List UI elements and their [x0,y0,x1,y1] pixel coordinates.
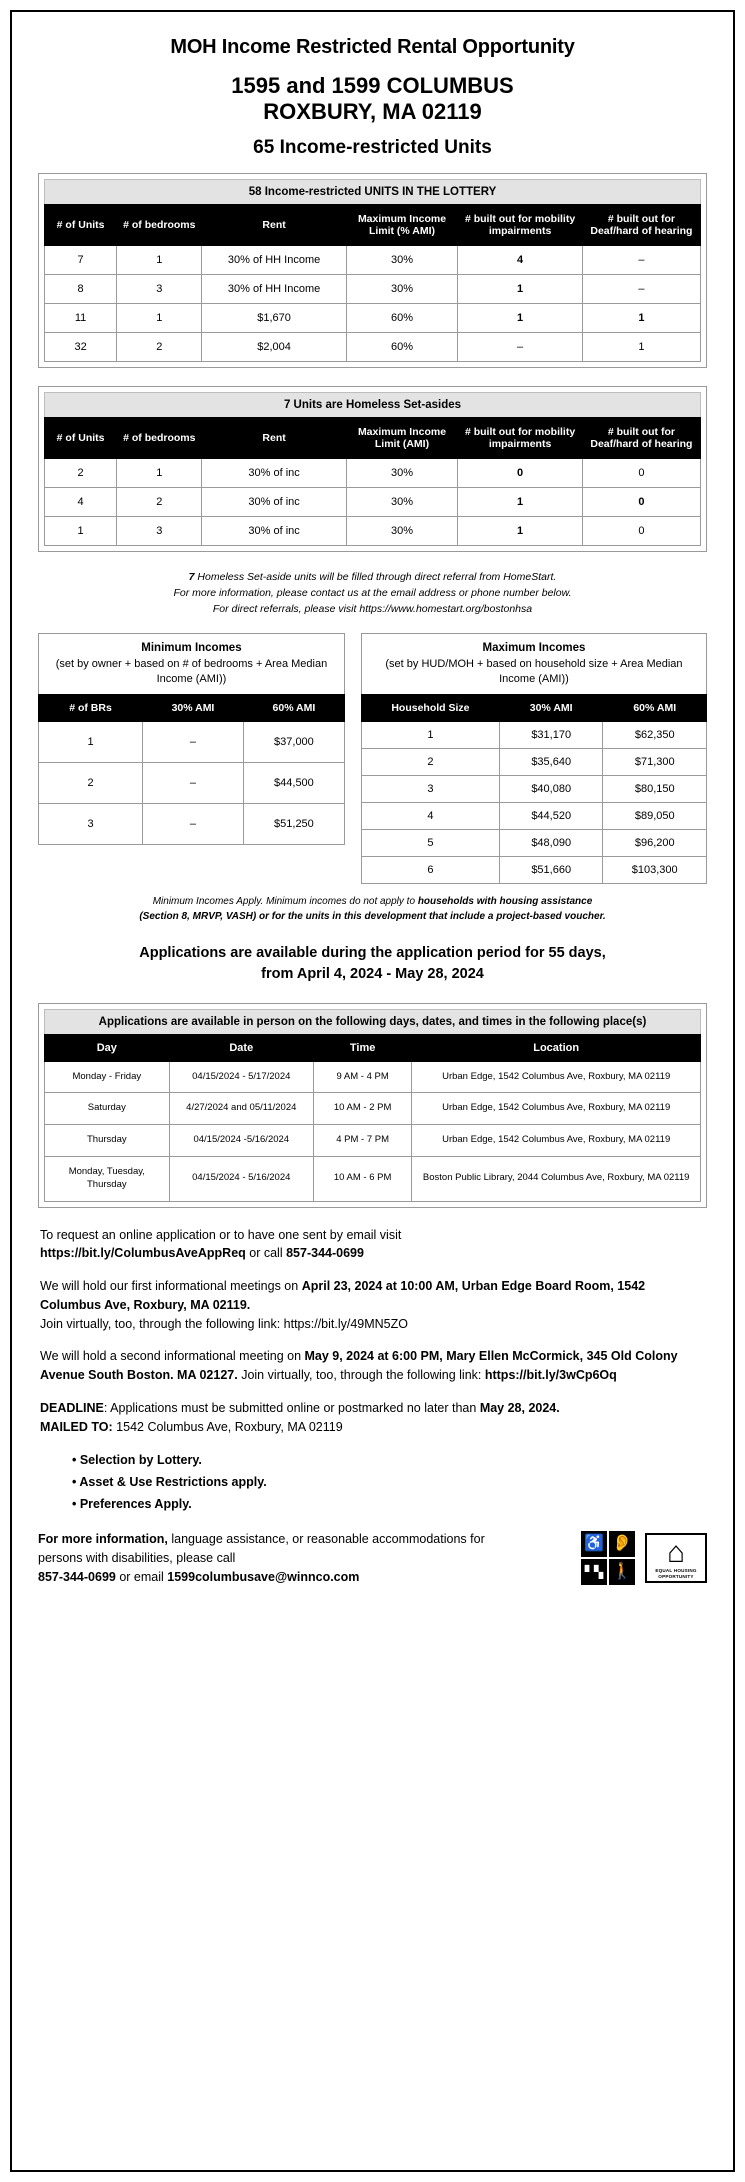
cell-30ami: $40,080 [499,775,603,802]
application-period [38,943,707,985]
eho-label: EQUAL HOUSING OPPORTUNITY [655,1567,697,1579]
application-period-line1: Applications are available during the application period for 55 days, [139,944,606,961]
cell-time: 9 AM - 4 PM [313,1061,411,1093]
cell-max-income: 60% [346,333,458,362]
cell-units: 8 [45,275,117,304]
cell-household-size: 5 [361,829,499,856]
table-row [361,856,706,883]
cell-day: Saturday [45,1093,170,1125]
cell-units: 7 [45,246,117,275]
max-incomes-subtitle: (set by HUD/MOH + based on household size + Area Median Income (AMI)) [385,657,683,685]
table-row [39,762,345,803]
footer-bold-lead: For more information, [38,1532,168,1547]
cell-household-size: 4 [361,802,499,829]
col-30ami: 30% AMI [143,694,244,721]
cell-60ami: $96,200 [603,829,707,856]
units-headline: 65 Income-restricted Units [253,136,492,158]
min-note-bold2: (Section 8, MRVP, VASH) or for the units in this development that include a project-based voucher. [139,911,606,923]
cell-30ami: $44,520 [499,802,603,829]
cell-day: Monday, Tuesday, Thursday [45,1157,170,1202]
cell-mobility: 1 [458,275,583,304]
cell-60ami: $37,000 [243,721,344,762]
table-row [45,1093,701,1125]
mailed-to-address: 1542 Columbus Ave, Roxbury, MA 02119 [112,1419,343,1434]
footer [38,1530,707,1586]
cell-bedrooms: 3 [117,275,202,304]
max-incomes-header [361,633,707,693]
homeless-note-count: 7 [188,571,195,584]
col-rent: Rent [202,204,346,245]
cell-brs: 1 [39,721,143,762]
second-meeting-details: May 9, 2024 at 6:00 PM, Mary Ellen McCormick, 345 Old Colony Avenue South Boston. MA 02127. [40,1349,678,1383]
hearing-assist-icon: 👂 [609,1531,635,1557]
cell-household-size: 3 [361,775,499,802]
footer-text-1: language assistance, or reasonable accommodations for persons with disabilities, please call [38,1532,485,1565]
table-row [45,304,701,333]
table-row [39,721,345,762]
cell-max-income: 60% [346,304,458,333]
eho-box [645,1533,707,1583]
second-meeting-mid: Join virtually, too, through the following link: [237,1368,485,1383]
cell-60ami: $44,500 [243,762,344,803]
first-meeting-link-line: Join virtually, too, through the following link: https://bit.ly/49MN5ZO [40,1316,408,1331]
cell-household-size: 2 [361,748,499,775]
cell-date: 04/15/2024 - 5/16/2024 [169,1157,313,1202]
cell-household-size: 1 [361,721,499,748]
table-header-row [45,418,701,459]
schedule-caption: Applications are available in person on the following days, dates, and times in the following place(s) [44,1009,701,1034]
cell-60ami: $89,050 [603,802,707,829]
accessible-person-icon: 🚶 [609,1559,635,1585]
cell-time: 10 AM - 6 PM [313,1157,411,1202]
cell-bedrooms: 3 [117,517,202,546]
cell-mobility: – [458,333,583,362]
min-incomes-header [38,633,345,693]
cell-location: Urban Edge, 1542 Columbus Ave, Roxbury, MA 02119 [412,1125,701,1157]
table-row [39,803,345,844]
bullet-list [72,1450,707,1516]
page-title: MOH Income Restricted Rental Opportunity [170,36,575,58]
cell-brs: 3 [39,803,143,844]
cell-60ami: $71,300 [603,748,707,775]
first-meeting-paragraph [40,1277,705,1333]
cell-60ami: $80,150 [603,775,707,802]
footer-icon-group [581,1531,707,1585]
homeless-table-box [38,386,707,552]
col-day: Day [45,1034,170,1061]
table-row [45,246,701,275]
request-line1: To request an online application or to have one sent by email visit [40,1227,402,1242]
min-incomes-subtitle: (set by owner + based on # of bedrooms + Area Median Income (AMI)) [55,657,328,685]
cell-date: 4/27/2024 and 05/11/2024 [169,1093,313,1125]
deadline-label: DEADLINE [40,1400,104,1415]
first-meeting-pre: We will hold our first informational meetings on [40,1279,302,1294]
wheelchair-icon: ♿ [581,1531,607,1557]
cell-units: 1 [45,517,117,546]
homeless-note-line3: For direct referrals, please visit https://www.homestart.org/bostonhsa [212,602,533,615]
cell-time: 10 AM - 2 PM [313,1093,411,1125]
col-bedrooms: # of bedrooms [117,418,202,459]
cell-day: Monday - Friday [45,1061,170,1093]
table-row [45,1157,701,1202]
cell-60ami: $51,250 [243,803,344,844]
min-note-bold1: households with housing assistance [417,895,593,907]
mailed-to-label: MAILED TO: [40,1419,113,1434]
application-period-line2: from April 4, 2024 - May 28, 2024 [261,965,484,982]
cell-max-income: 30% [346,246,458,275]
cell-rent: 30% of inc [202,488,346,517]
col-location: Location [412,1034,701,1061]
cell-30ami: $48,090 [499,829,603,856]
request-phone: 857-344-0699 [286,1246,364,1261]
cell-units: 11 [45,304,117,333]
address-line-1: 1595 and 1599 COLUMBUS [231,73,514,98]
cell-max-income: 30% [346,459,458,488]
list-item: • Preferences Apply. [72,1497,192,1512]
homeless-note [38,570,707,617]
homeless-table-caption: 7 Units are Homeless Set-asides [44,392,701,417]
col-60ami: 60% AMI [603,694,707,721]
cell-30ami: – [143,721,244,762]
cell-date: 04/15/2024 -5/16/2024 [169,1125,313,1157]
table-row [361,829,706,856]
min-incomes-table [38,694,345,845]
cell-units: 32 [45,333,117,362]
schedule-table [44,1034,701,1202]
col-date: Date [169,1034,313,1061]
cell-deaf: 1 [582,333,700,362]
table-row [361,775,706,802]
table-row [45,1125,701,1157]
col-units: # of Units [45,204,117,245]
footer-text-2: or email [115,1569,168,1584]
cell-30ami: $35,640 [499,748,603,775]
second-meeting-paragraph [40,1347,705,1385]
deadline-text: : Applications must be submitted online or postmarked no later than [103,1400,480,1415]
min-incomes-title: Minimum Incomes [141,642,242,655]
cell-mobility: 1 [458,304,583,333]
col-max-income: Maximum Income Limit (% AMI) [346,204,458,245]
col-mobility: # built out for mobility impairments [458,418,583,459]
homeless-note-line2: For more information, please contact us at the email address or phone number below. [173,586,572,599]
min-incomes-box [38,633,345,844]
minimum-income-note [64,894,681,925]
cell-deaf: 0 [582,517,700,546]
application-request-link[interactable]: https://bit.ly/ColumbusAveAppReq [40,1246,246,1261]
col-household-size: Household Size [361,694,499,721]
cell-bedrooms: 2 [117,333,202,362]
col-30ami: 30% AMI [499,694,603,721]
cell-rent: 30% of HH Income [202,246,346,275]
cell-deaf: 0 [582,459,700,488]
col-deaf: # built out for Deaf/hard of hearing [582,418,700,459]
col-time: Time [313,1034,411,1061]
cell-rent: 30% of inc [202,459,346,488]
second-meeting-pre: We will hold a second informational meeting on [40,1349,305,1364]
property-address [38,73,707,125]
cell-household-size: 6 [361,856,499,883]
cell-30ami: – [143,803,244,844]
request-application-paragraph [40,1226,705,1264]
cell-location: Boston Public Library, 2044 Columbus Ave, Roxbury, MA 02119 [412,1157,701,1202]
cell-mobility: 1 [458,517,583,546]
table-row [45,488,701,517]
cell-bedrooms: 1 [117,246,202,275]
cell-30ami: $51,660 [499,856,603,883]
cell-units: 4 [45,488,117,517]
table-row [45,517,701,546]
second-meeting-link[interactable]: https://bit.ly/3wCp6Oq [484,1368,617,1383]
cell-bedrooms: 1 [117,459,202,488]
homeless-note-line1: Homeless Set-aside units will be filled through direct referral from HomeStart. [194,571,557,584]
cell-deaf: – [582,275,700,304]
incomes-section [38,633,707,883]
cell-mobility: 0 [458,459,583,488]
address-line-2: ROXBURY, MA 02119 [263,98,482,124]
homeless-table [44,417,701,546]
cell-60ami: $62,350 [603,721,707,748]
table-header-row [45,204,701,245]
schedule-table-box [38,1003,707,1208]
max-incomes-table [361,694,707,884]
flyer-frame [10,10,735,2172]
table-header-row [45,1034,701,1061]
cell-rent: 30% of HH Income [202,275,346,304]
min-note-part1: Minimum Incomes Apply. Minimum incomes do not apply to [152,895,418,907]
cell-units: 2 [45,459,117,488]
cell-bedrooms: 1 [117,304,202,333]
cell-location: Urban Edge, 1542 Columbus Ave, Roxbury, MA 02119 [412,1061,701,1093]
cell-rent: $1,670 [202,304,346,333]
request-tail: or call [245,1246,287,1261]
deadline-date: May 28, 2024. [479,1400,560,1415]
table-row [45,1061,701,1093]
table-header-row [361,694,706,721]
col-mobility: # built out for mobility impairments [458,204,583,245]
cell-rent: $2,004 [202,333,346,362]
cell-30ami: $31,170 [499,721,603,748]
cell-mobility: 4 [458,246,583,275]
col-units: # of Units [45,418,117,459]
footer-contact-text [38,1530,498,1586]
cell-max-income: 30% [346,275,458,304]
footer-phone: 857-344-0699 [38,1569,116,1584]
table-row [45,459,701,488]
list-item: • Asset & Use Restrictions apply. [72,1475,267,1490]
table-row [45,333,701,362]
cell-location: Urban Edge, 1542 Columbus Ave, Roxbury, MA 02119 [412,1093,701,1125]
braille-icon: ▘▚ [581,1559,607,1585]
cell-day: Thursday [45,1125,170,1157]
cell-deaf: 0 [582,488,700,517]
table-row [361,748,706,775]
cell-30ami: – [143,762,244,803]
cell-mobility: 1 [458,488,583,517]
max-incomes-title: Maximum Incomes [482,642,586,655]
list-item: • Selection by Lottery. [72,1453,202,1468]
cell-bedrooms: 2 [117,488,202,517]
cell-rent: 30% of inc [202,517,346,546]
table-header-row [39,694,345,721]
cell-date: 04/15/2024 - 5/17/2024 [169,1061,313,1093]
col-rent: Rent [202,418,346,459]
col-bedrooms: # of bedrooms [117,204,202,245]
max-incomes-box [361,633,707,883]
cell-deaf: 1 [582,304,700,333]
col-brs: # of BRs [39,694,143,721]
table-row [361,802,706,829]
equal-housing-logo [645,1533,707,1583]
cell-max-income: 30% [346,488,458,517]
lottery-table-caption: 58 Income-restricted UNITS IN THE LOTTERY [44,179,701,204]
footer-email: 1599columbusave@winnco.com [167,1569,360,1584]
lottery-table [44,204,701,362]
deadline-paragraph [40,1399,705,1437]
table-row [361,721,706,748]
col-max-income: Maximum Income Limit (AMI) [346,418,458,459]
lottery-table-box [38,173,707,368]
cell-time: 4 PM - 7 PM [313,1125,411,1157]
col-60ami: 60% AMI [243,694,344,721]
cell-max-income: 30% [346,517,458,546]
accessibility-icons [581,1531,635,1585]
cell-60ami: $103,300 [603,856,707,883]
house-icon: ⌂ [666,1535,686,1569]
col-deaf: # built out for Deaf/hard of hearing [582,204,700,245]
table-row [45,275,701,304]
cell-deaf: – [582,246,700,275]
first-meeting-details: April 23, 2024 at 10:00 AM, Urban Edge Board Room, 1542 Columbus Ave, Roxbury, MA 02119. [40,1279,646,1312]
cell-brs: 2 [39,762,143,803]
